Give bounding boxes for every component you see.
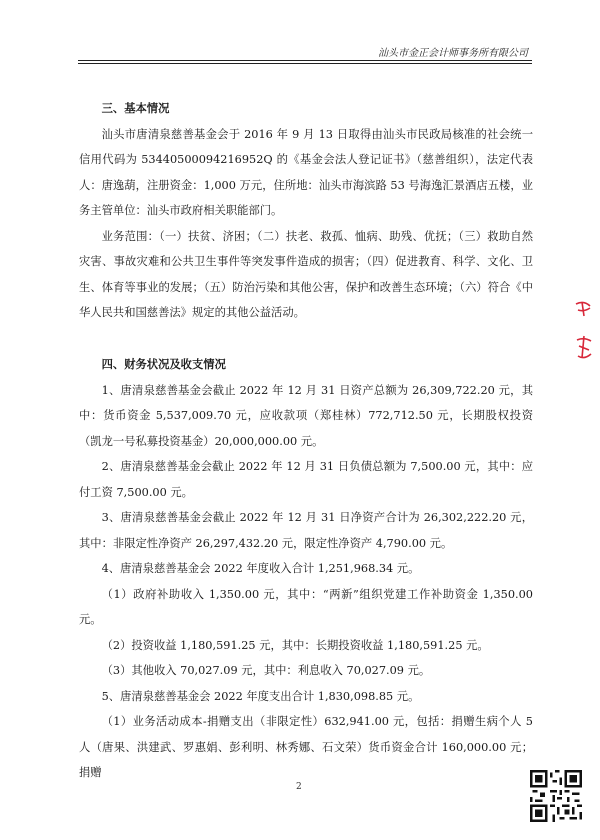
financial-item-5-1: （1）业务活动成本-捐赠支出（非限定性）632,941.00 元，包括：捐赠生病个人 5 人（唐果、洪建武、罗惠娟、彭利明、林秀娜、石文荣）货币资金合计 160,000.00 元；捐赠 — [79, 715, 533, 779]
header-rule-thin — [78, 63, 532, 64]
financial-item-4-2: （2）投资收益 1,180,591.25 元，其中：长期投资收益 1,180,591.25 元。 — [101, 638, 489, 652]
header-rule — [78, 60, 532, 61]
red-seal-fragment-icon — [572, 296, 596, 376]
financial-item-4-3: （3）其他收入 70,027.09 元，其中：利息收入 70,027.09 元。 — [101, 664, 431, 677]
financial-item-4: 4、唐清泉慈善基金会 2022 年度收入合计 1,251,968.34 元。 — [101, 562, 420, 575]
basic-info-paragraph-1: 汕头市唐清泉慈善基金会于 2016 年 9 月 13 日取得由汕头市民政局核准的社会统一信用代码为 53440500094216952Q 的《基金会法人登记证书》（慈善组织），法定代表人：唐逸葫，注册资金：1,000 万元，住所地：汕头市海滨路 53 号海逸汇景酒店五楼，业务主管单位：汕头市政府相关职能部门。 — [79, 127, 533, 217]
firm-header: 汕头市金正会计师事务所有限公司 — [378, 48, 528, 59]
financial-item-3: 3、唐清泉慈善基金会截止 2022 年 12 月 31 日净资产合计为 26,302,222.20 元，其中：非限定性净资产 26,297,432.20 元，限定性净资产 4,790.00 元。 — [79, 511, 533, 550]
financial-block — [79, 352, 533, 786]
section-title-financial: 四、财务状况及收支情况 — [101, 357, 226, 371]
financial-item-5: 5、唐清泉慈善基金会 2022 年度支出合计 1,830,098.85 元。 — [101, 689, 420, 703]
basic-info-paragraph-2: 业务范围：（一）扶贫、济困；（二）扶老、救孤、恤病、助残、优抚；（三）救助自然灾害、事故灾难和公共卫生事件等突发事件造成的损害；（四）促进教育、科学、文化、卫生、体育等事业的发展；（五）防治污染和其他公害，保护和改善生态环境；（六）符合《中华人民共和国慈善法》规定的其他公益活动。 — [79, 229, 533, 319]
financial-item-4-1: （1）政府补助收入 1,350.00 元，其中：“两新”组织党建工作补助资金 1,350.00 元。 — [79, 587, 533, 626]
basic-info-block — [79, 96, 533, 326]
qr-code-icon — [530, 770, 582, 822]
page-number: 2 — [296, 782, 302, 792]
financial-item-1: 1、唐清泉慈善基金会截止 2022 年 12 月 31 日资产总额为 26,309,722.20 元，其中：货币资金 5,537,009.70 元，应收款项（郑桂林）772,712.50 元，长期股权投资（凯龙一号私募投资基金）20,000,000.00 元。 — [79, 383, 533, 448]
section-title-basic-info: 三、基本情况 — [101, 101, 170, 115]
financial-item-2: 2、唐清泉慈善基金会截止 2022 年 12 月 31 日负债总额为 7,500.00 元，其中：应付工资 7,500.00 元。 — [79, 460, 533, 499]
